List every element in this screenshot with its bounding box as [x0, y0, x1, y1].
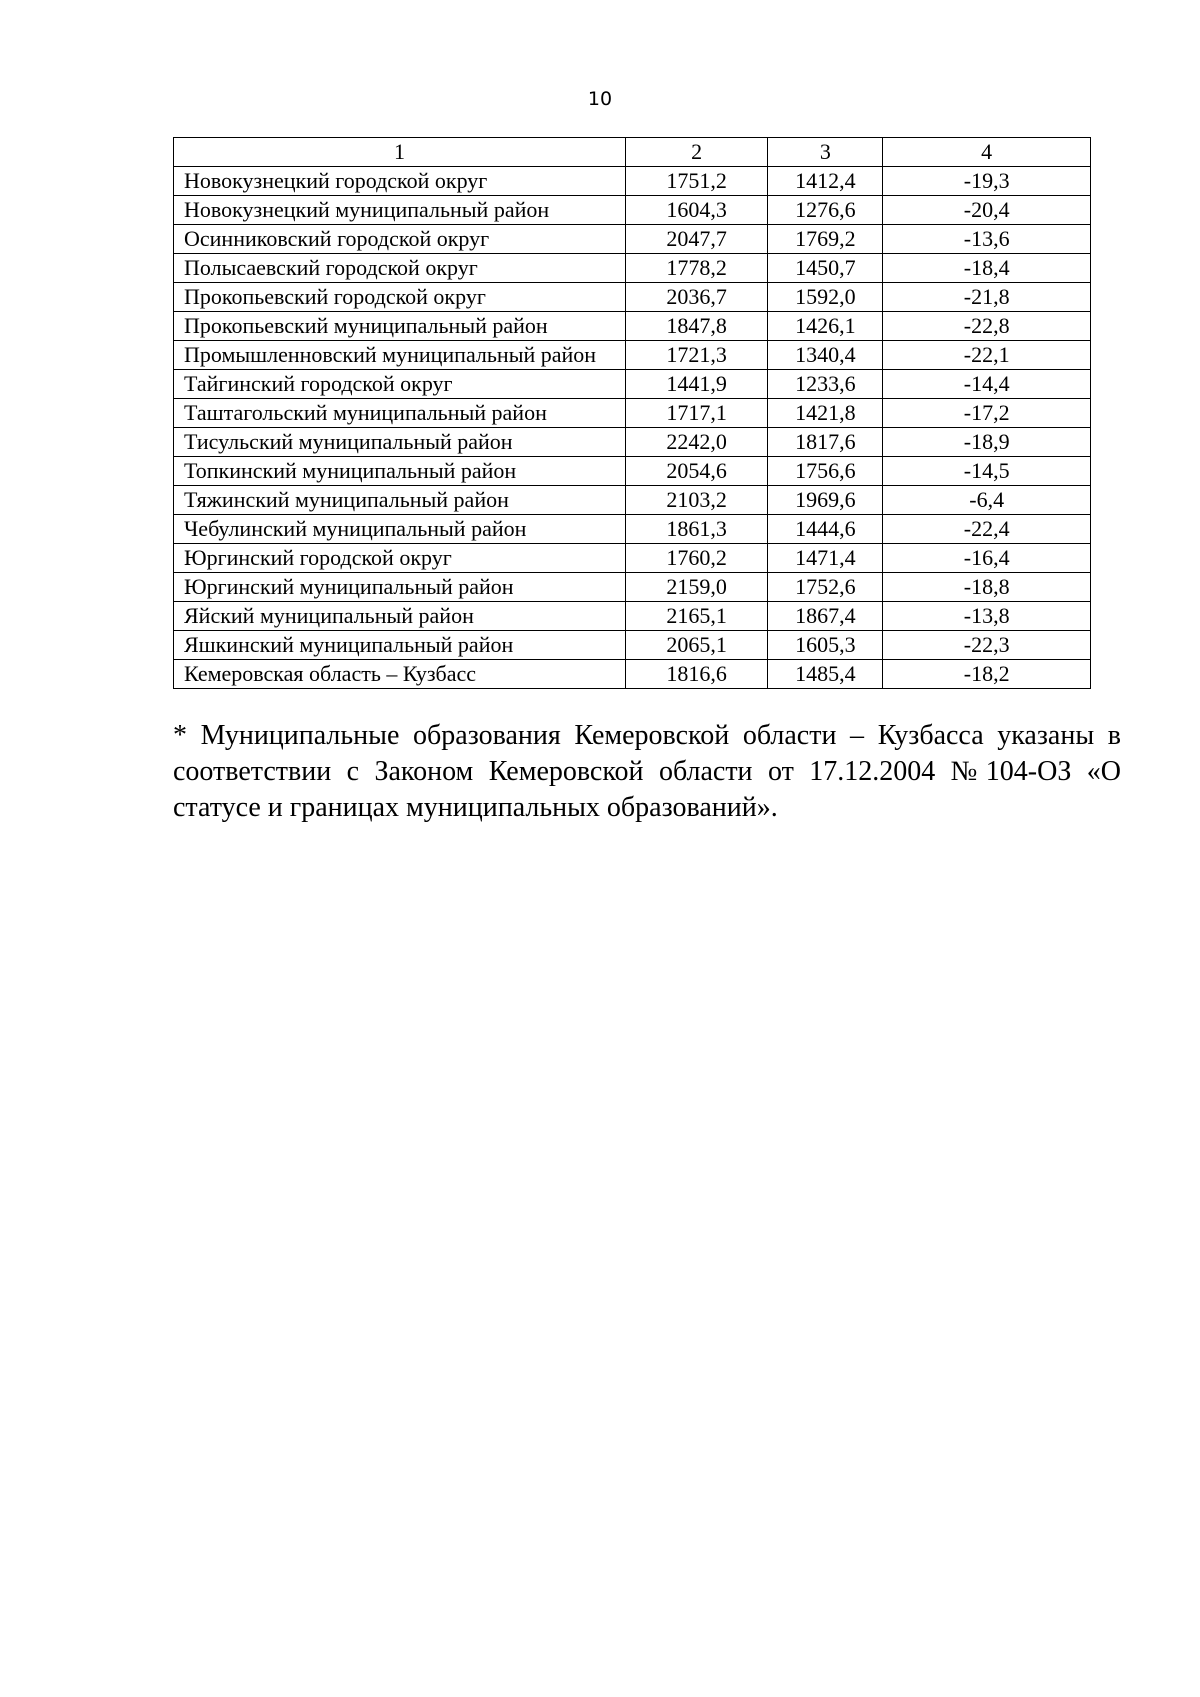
value-col2-cell: 1717,1 — [625, 399, 767, 428]
value-col4-cell: -22,1 — [883, 341, 1091, 370]
value-col4-cell: -17,2 — [883, 399, 1091, 428]
value-col2-cell: 1751,2 — [625, 167, 767, 196]
table-row — [174, 602, 1091, 631]
municipality-name-cell: Новокузнецкий муниципальный район — [174, 196, 626, 225]
footnote: * Муниципальные образования Кемеровской области – Кузбасса указаны в соответствии с Законом Кемеровской области от 17.12.2004 №104-ОЗ «О статусе и границах муниципальных образований». — [173, 720, 1121, 823]
value-col4-cell: -13,8 — [883, 602, 1091, 631]
value-col4-cell: -18,9 — [883, 428, 1091, 457]
value-col2-cell: 2165,1 — [625, 602, 767, 631]
table-row — [174, 457, 1091, 486]
value-col2-cell: 1760,2 — [625, 544, 767, 573]
value-col3-cell: 1485,4 — [768, 660, 883, 689]
municipality-name-cell: Юргинский муниципальный район — [174, 573, 626, 602]
municipality-name-cell: Кемеровская область – Кузбасс — [174, 660, 626, 689]
value-col3-cell: 1752,6 — [768, 573, 883, 602]
value-col3-cell: 1233,6 — [768, 370, 883, 399]
value-col4-cell: -20,4 — [883, 196, 1091, 225]
value-col2-cell: 1778,2 — [625, 254, 767, 283]
table-row — [174, 225, 1091, 254]
value-col2-cell: 2054,6 — [625, 457, 767, 486]
table-row — [174, 631, 1091, 660]
municipality-name-cell: Полысаевский городской округ — [174, 254, 626, 283]
value-col3-cell: 1867,4 — [768, 602, 883, 631]
value-col3-cell: 1340,4 — [768, 341, 883, 370]
value-col2-cell: 2242,0 — [625, 428, 767, 457]
table-row — [174, 312, 1091, 341]
municipality-name-cell: Таштагольский муниципальный район — [174, 399, 626, 428]
value-col4-cell: -16,4 — [883, 544, 1091, 573]
value-col2-cell: 1861,3 — [625, 515, 767, 544]
value-col3-cell: 1605,3 — [768, 631, 883, 660]
value-col4-cell: -6,4 — [883, 486, 1091, 515]
table-row — [174, 399, 1091, 428]
municipality-name-cell: Промышленновский муниципальный район — [174, 341, 626, 370]
page-number: 10 — [587, 88, 613, 110]
table-row — [174, 428, 1091, 457]
header-cell: 1 — [174, 138, 626, 167]
value-col4-cell: -18,4 — [883, 254, 1091, 283]
table-row — [174, 544, 1091, 573]
value-col2-cell: 1816,6 — [625, 660, 767, 689]
value-col4-cell: -21,8 — [883, 283, 1091, 312]
value-col2-cell: 1847,8 — [625, 312, 767, 341]
table-row — [174, 167, 1091, 196]
header-cell: 3 — [768, 138, 883, 167]
municipality-name-cell: Новокузнецкий городской округ — [174, 167, 626, 196]
value-col4-cell: -14,5 — [883, 457, 1091, 486]
table-row — [174, 283, 1091, 312]
value-col3-cell: 1444,6 — [768, 515, 883, 544]
municipality-name-cell: Тайгинский городской округ — [174, 370, 626, 399]
municipality-name-cell: Яйский муниципальный район — [174, 602, 626, 631]
value-col3-cell: 1769,2 — [768, 225, 883, 254]
table-header-row — [174, 138, 1091, 167]
value-col4-cell: -18,8 — [883, 573, 1091, 602]
value-col4-cell: -18,2 — [883, 660, 1091, 689]
municipality-name-cell: Яшкинский муниципальный район — [174, 631, 626, 660]
table-row — [174, 573, 1091, 602]
value-col2-cell: 1604,3 — [625, 196, 767, 225]
value-col2-cell: 1721,3 — [625, 341, 767, 370]
value-col3-cell: 1426,1 — [768, 312, 883, 341]
value-col2-cell: 2036,7 — [625, 283, 767, 312]
table-row — [174, 515, 1091, 544]
value-col3-cell: 1817,6 — [768, 428, 883, 457]
data-table — [173, 137, 1091, 689]
value-col3-cell: 1412,4 — [768, 167, 883, 196]
municipality-name-cell: Осинниковский городской округ — [174, 225, 626, 254]
value-col4-cell: -22,4 — [883, 515, 1091, 544]
municipality-name-cell: Юргинский городской округ — [174, 544, 626, 573]
municipality-name-cell: Чебулинский муниципальный район — [174, 515, 626, 544]
value-col3-cell: 1969,6 — [768, 486, 883, 515]
table-row — [174, 486, 1091, 515]
table-body — [174, 138, 1091, 689]
value-col4-cell: -22,8 — [883, 312, 1091, 341]
table-row — [174, 370, 1091, 399]
value-col3-cell: 1471,4 — [768, 544, 883, 573]
value-col3-cell: 1592,0 — [768, 283, 883, 312]
value-col2-cell: 2065,1 — [625, 631, 767, 660]
header-cell: 4 — [883, 138, 1091, 167]
table-row — [174, 196, 1091, 225]
municipality-name-cell: Тяжинский муниципальный район — [174, 486, 626, 515]
value-col2-cell: 2159,0 — [625, 573, 767, 602]
value-col4-cell: -19,3 — [883, 167, 1091, 196]
value-col4-cell: -13,6 — [883, 225, 1091, 254]
table-row — [174, 660, 1091, 689]
value-col2-cell: 2047,7 — [625, 225, 767, 254]
table-row — [174, 254, 1091, 283]
value-col2-cell: 1441,9 — [625, 370, 767, 399]
municipality-name-cell: Топкинский муниципальный район — [174, 457, 626, 486]
value-col3-cell: 1450,7 — [768, 254, 883, 283]
table-row — [174, 341, 1091, 370]
municipality-name-cell: Тисульский муниципальный район — [174, 428, 626, 457]
value-col3-cell: 1756,6 — [768, 457, 883, 486]
municipality-name-cell: Прокопьевский муниципальный район — [174, 312, 626, 341]
value-col4-cell: -14,4 — [883, 370, 1091, 399]
value-col3-cell: 1276,6 — [768, 196, 883, 225]
value-col4-cell: -22,3 — [883, 631, 1091, 660]
value-col3-cell: 1421,8 — [768, 399, 883, 428]
municipality-name-cell: Прокопьевский городской округ — [174, 283, 626, 312]
value-col2-cell: 2103,2 — [625, 486, 767, 515]
header-cell: 2 — [625, 138, 767, 167]
